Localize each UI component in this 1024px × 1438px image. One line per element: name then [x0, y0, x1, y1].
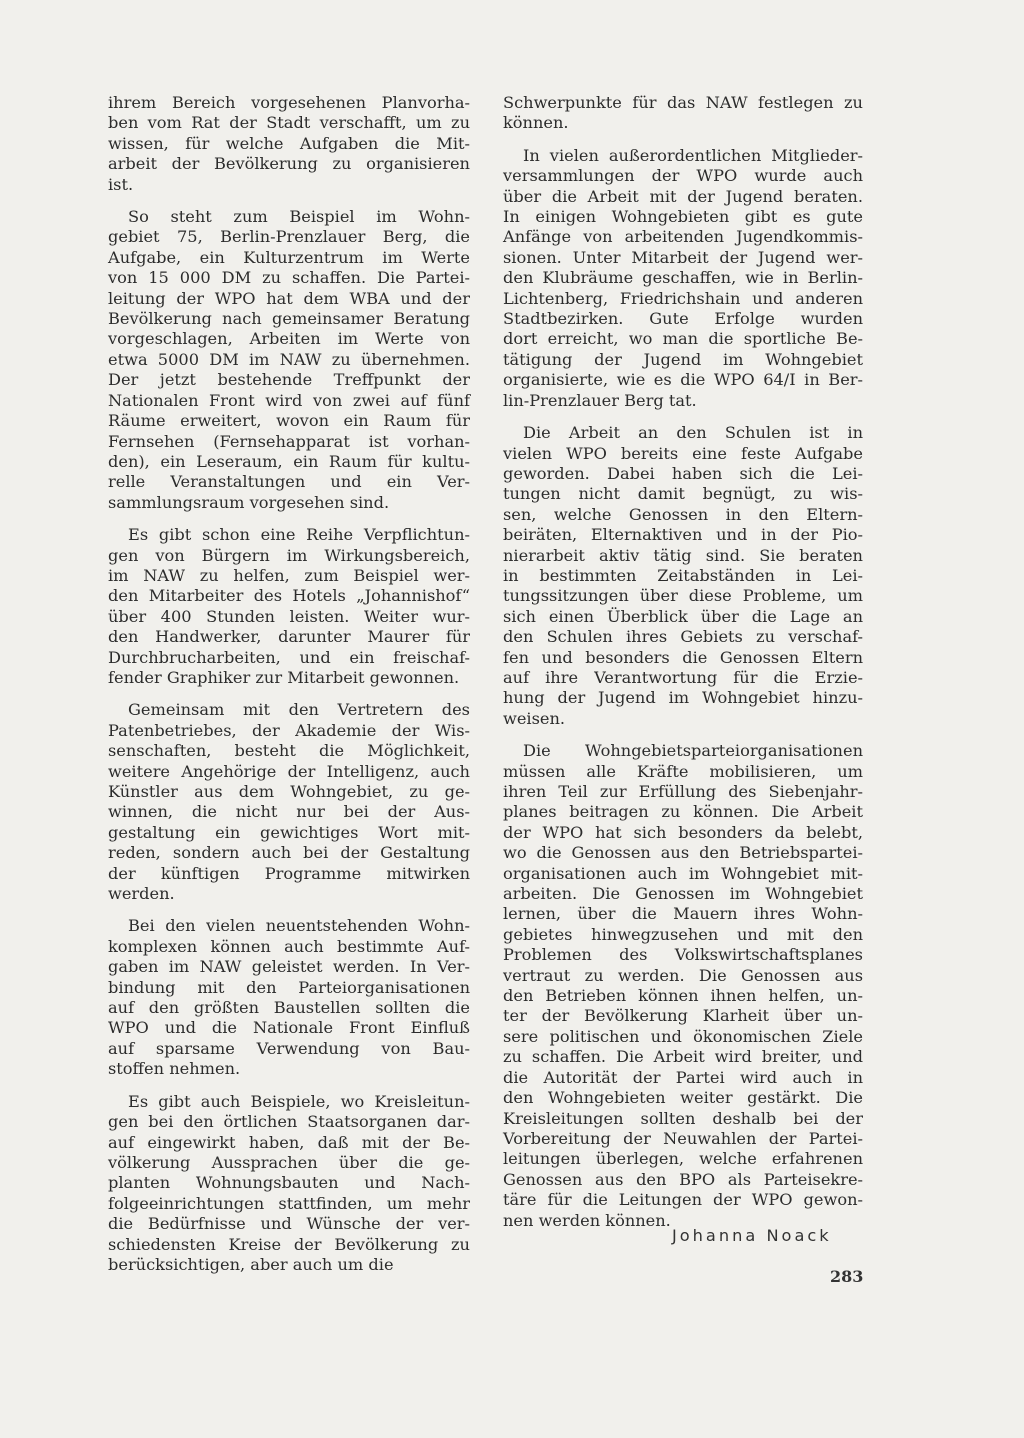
text-line: Bei den vielen neuentstehenden Wohn- [128, 916, 470, 936]
text-line: leitung der WPO hat dem WBA und der [108, 288, 470, 308]
paragraph [503, 93, 863, 134]
text-line: Aufgabe, ein Kulturzentrum im Werte [108, 247, 470, 267]
text-line: arbeit der Bevölkerung zu organisieren [108, 154, 470, 174]
text-line: Stadtbezirken. Gute Erfolge wurden [503, 309, 863, 329]
text-line: der WPO hat sich besonders da belebt, [503, 822, 863, 842]
text-line: sich einen Überblick über die Lage an [503, 606, 863, 626]
text-line: der künftigen Programme mitwirken [108, 863, 470, 883]
text-line: tungssitzungen über diese Probleme, um [503, 586, 863, 606]
text-line: in bestimmten Zeitabständen in Lei- [503, 565, 863, 585]
text-line: sammlungsraum vorgesehen sind. [108, 492, 390, 512]
text-line: Räume erweitert, wovon ein Raum für [108, 411, 470, 431]
text-line: Genossen aus den BPO als Parteisekre- [503, 1169, 863, 1189]
text-line: gen von Bürgern im Wirkungsbereich, [108, 545, 470, 565]
text-line: Fernsehen (Fernsehapparat ist vorhan- [108, 431, 470, 451]
text-line: sere politischen und ökonomischen Ziele [503, 1026, 863, 1046]
text-line: Nationalen Front wird von zwei auf fünf [108, 390, 470, 410]
text-line: gen bei den örtlichen Staatsorganen dar- [108, 1112, 470, 1132]
text-line: ihren Teil zur Erfüllung des Siebenjahr- [503, 782, 863, 801]
text-line: Schwerpunkte für das NAW festlegen zu [503, 93, 863, 112]
text-line: Die Arbeit an den Schulen ist in [523, 423, 863, 443]
text-line: bindung mit den Parteiorganisationen [108, 977, 470, 997]
paragraph-gap [503, 134, 863, 146]
text-line: arbeiten. Die Genossen im Wohngebiet [503, 884, 863, 904]
text-line: die Bedürfnisse und Wünsche der ver- [108, 1214, 470, 1234]
text-line: reden, sondern auch bei der Gestaltung [108, 843, 470, 863]
text-line: schiedensten Kreise der Bevölkerung zu [108, 1234, 470, 1254]
text-line: senschaften, besteht die Möglichkeit, [108, 741, 470, 761]
text-line: komplexen können auch bestimmte Auf- [108, 936, 470, 956]
text-line: wo die Genossen aus den Betriebspartei- [503, 843, 863, 863]
text-line: winnen, die nicht nur bei der Aus- [108, 802, 470, 822]
text-line: ben vom Rat der Stadt verschafft, um zu [108, 113, 470, 133]
text-line: über 400 Stunden leisten. Weiter wur- [108, 606, 470, 626]
text-line: WPO und die Nationale Front Einfluß [108, 1018, 470, 1038]
text-line: Problemen des Volkswirtschaftsplanes [503, 945, 863, 965]
text-line: Anfänge von arbeitenden Jugendkommis- [503, 227, 863, 247]
paragraph [108, 207, 470, 513]
text-line: Vorbereitung der Neuwahlen der Partei- [503, 1128, 863, 1148]
text-line: planten Wohnungsbauten und Nach- [108, 1173, 470, 1193]
text-line: weisen. [503, 708, 566, 728]
left-text-column [108, 93, 470, 1275]
text-line: In vielen außerordentlichen Mitglieder- [523, 145, 863, 165]
text-line: lin-Prenzlauer Berg tat. [503, 390, 697, 410]
text-line: sen, welche Genossen in den Eltern- [503, 504, 863, 524]
text-line: Durchbrucharbeiten, und ein freischaf- [108, 647, 470, 667]
text-line: von 15 000 DM zu schaffen. Die Partei- [108, 268, 470, 288]
paragraph-gap [108, 195, 470, 207]
text-line: wissen, für welche Aufgaben die Mit- [108, 133, 470, 153]
paragraph-gap [503, 729, 863, 741]
paragraph [503, 146, 863, 411]
text-line: organisierte, wie es die WPO 64/I in Ber- [503, 370, 863, 390]
text-line: den Klubräume geschaffen, wie in Berlin- [503, 268, 863, 288]
text-line: im NAW zu helfen, zum Beispiel wer- [108, 565, 470, 585]
paragraph [108, 93, 470, 195]
paragraph [108, 700, 470, 904]
text-line: beiräten, Elternaktiven und in der Pio- [503, 525, 863, 545]
text-line: den Handwerker, darunter Maurer für [108, 627, 470, 647]
paragraph [108, 1092, 470, 1276]
paragraph [108, 525, 470, 688]
text-line: täre für die Leitungen der WPO gewon- [503, 1190, 863, 1210]
text-line: gestaltung ein gewichtiges Wort mit- [108, 822, 470, 842]
text-line: planes beitragen zu können. Die Arbeit [503, 802, 863, 822]
text-line: folgeeinrichtungen stattfinden, um mehr [108, 1193, 470, 1213]
text-line: die Autorität der Partei wird auch in [503, 1067, 863, 1087]
author-signature: Johanna Noack [672, 1226, 832, 1245]
paragraph-gap [108, 688, 470, 700]
paragraph-gap [503, 411, 863, 423]
text-line: tungen nicht damit begnügt, zu wis- [503, 484, 863, 504]
text-line: den), ein Leseraum, ein Raum für kultu- [108, 451, 470, 471]
text-line: sionen. Unter Mitarbeit der Jugend wer- [503, 247, 863, 267]
text-line: versammlungen der WPO wurde auch [503, 166, 863, 186]
text-line: tätigung der Jugend im Wohngebiet [503, 349, 863, 369]
text-line: hung der Jugend im Wohngebiet hinzu- [503, 688, 863, 708]
text-line: über die Arbeit mit der Jugend beraten. [503, 186, 863, 206]
text-line: In einigen Wohngebieten gibt es gute [503, 207, 863, 227]
text-line: Lichtenberg, Friedrichshain und anderen [503, 288, 863, 308]
text-line: weitere Angehörige der Intelligenz, auch [108, 761, 470, 781]
text-line: müssen alle Kräfte mobilisieren, um [503, 761, 863, 781]
text-line: zu schaffen. Die Arbeit wird breiter, und [503, 1047, 863, 1067]
text-line: auf den größten Baustellen sollten die [108, 998, 470, 1018]
text-line: nierarbeit aktiv tätig sind. Sie beraten [503, 545, 863, 565]
text-line: Patenbetriebes, der Akademie der Wis- [108, 720, 470, 740]
text-line: vorgeschlagen, Arbeiten im Werte von [108, 329, 470, 349]
text-line: den Betrieben können ihnen helfen, un- [503, 986, 863, 1006]
paragraph-gap [108, 513, 470, 525]
right-text-column [503, 93, 863, 1231]
text-line: vielen WPO bereits eine feste Aufgabe [503, 443, 863, 463]
text-line: etwa 5000 DM im NAW zu übernehmen. [108, 349, 470, 369]
text-line: gebietes hinwegzusehen und mit den [503, 924, 863, 944]
text-line: dort erreicht, wo man die sportliche Be- [503, 329, 863, 349]
text-line: ist. [108, 174, 134, 194]
text-line: gaben im NAW geleistet werden. In Ver- [108, 957, 470, 977]
text-line: nen werden können. [503, 1210, 671, 1230]
text-line: völkerung Aussprachen über die ge- [108, 1152, 470, 1172]
text-line: Es gibt schon eine Reihe Verpflichtun- [128, 525, 470, 545]
paragraph-gap [108, 904, 470, 916]
text-line: lernen, über die Mauern ihres Wohn- [503, 904, 863, 924]
text-line: Die Wohngebietsparteiorganisationen [523, 741, 863, 761]
text-line: Bevölkerung nach gemeinsamer Beratung [108, 309, 470, 329]
text-line: Der jetzt bestehende Treffpunkt der [108, 370, 470, 390]
text-line: organisationen auch im Wohngebiet mit- [503, 863, 863, 883]
text-line: Es gibt auch Beispiele, wo Kreisleitun- [128, 1091, 470, 1111]
text-line: relle Veranstaltungen und ein Ver- [108, 472, 470, 492]
text-line: werden. [108, 884, 175, 904]
text-line: Kreisleitungen sollten deshalb bei der [503, 1108, 863, 1128]
page-number: 283 [830, 1267, 864, 1286]
text-line: So steht zum Beispiel im Wohn- [128, 207, 470, 227]
text-line: gebiet 75, Berlin-Prenzlauer Berg, die [108, 227, 470, 247]
paragraph-gap [108, 1080, 470, 1092]
text-line: fen und besonders die Genossen Eltern [503, 647, 863, 667]
paragraph [108, 916, 470, 1079]
text-line: fender Graphiker zur Mitarbeit gewonnen. [108, 667, 460, 687]
text-line: können. [503, 113, 569, 133]
text-line: ihrem Bereich vorgesehenen Planvorha- [108, 93, 470, 112]
text-line: vertraut zu werden. Die Genossen aus [503, 965, 863, 985]
text-line: geworden. Dabei haben sich die Lei- [503, 463, 863, 483]
text-line: stoffen nehmen. [108, 1059, 241, 1079]
text-line: auf ihre Verantwortung für die Erzie- [503, 667, 863, 687]
text-line: auf sparsame Verwendung von Bau- [108, 1038, 470, 1058]
text-line: den Schulen ihres Gebiets zu verschaf- [503, 627, 863, 647]
paragraph [503, 423, 863, 729]
text-line: ter der Bevölkerung Klarheit über un- [503, 1006, 863, 1026]
text-line: auf eingewirkt haben, daß mit der Be- [108, 1132, 470, 1152]
text-line: Gemeinsam mit den Vertretern des [128, 700, 470, 720]
text-line: den Mitarbeiter des Hotels „Johannishof“ [108, 586, 470, 606]
text-line: leitungen überlegen, welche erfahrenen [503, 1149, 863, 1169]
paragraph [503, 741, 863, 1231]
text-line: berücksichtigen, aber auch um die [108, 1254, 394, 1274]
text-line: den Wohngebieten weiter gestärkt. Die [503, 1088, 863, 1108]
text-line: Künstler aus dem Wohngebiet, zu ge- [108, 782, 470, 801]
